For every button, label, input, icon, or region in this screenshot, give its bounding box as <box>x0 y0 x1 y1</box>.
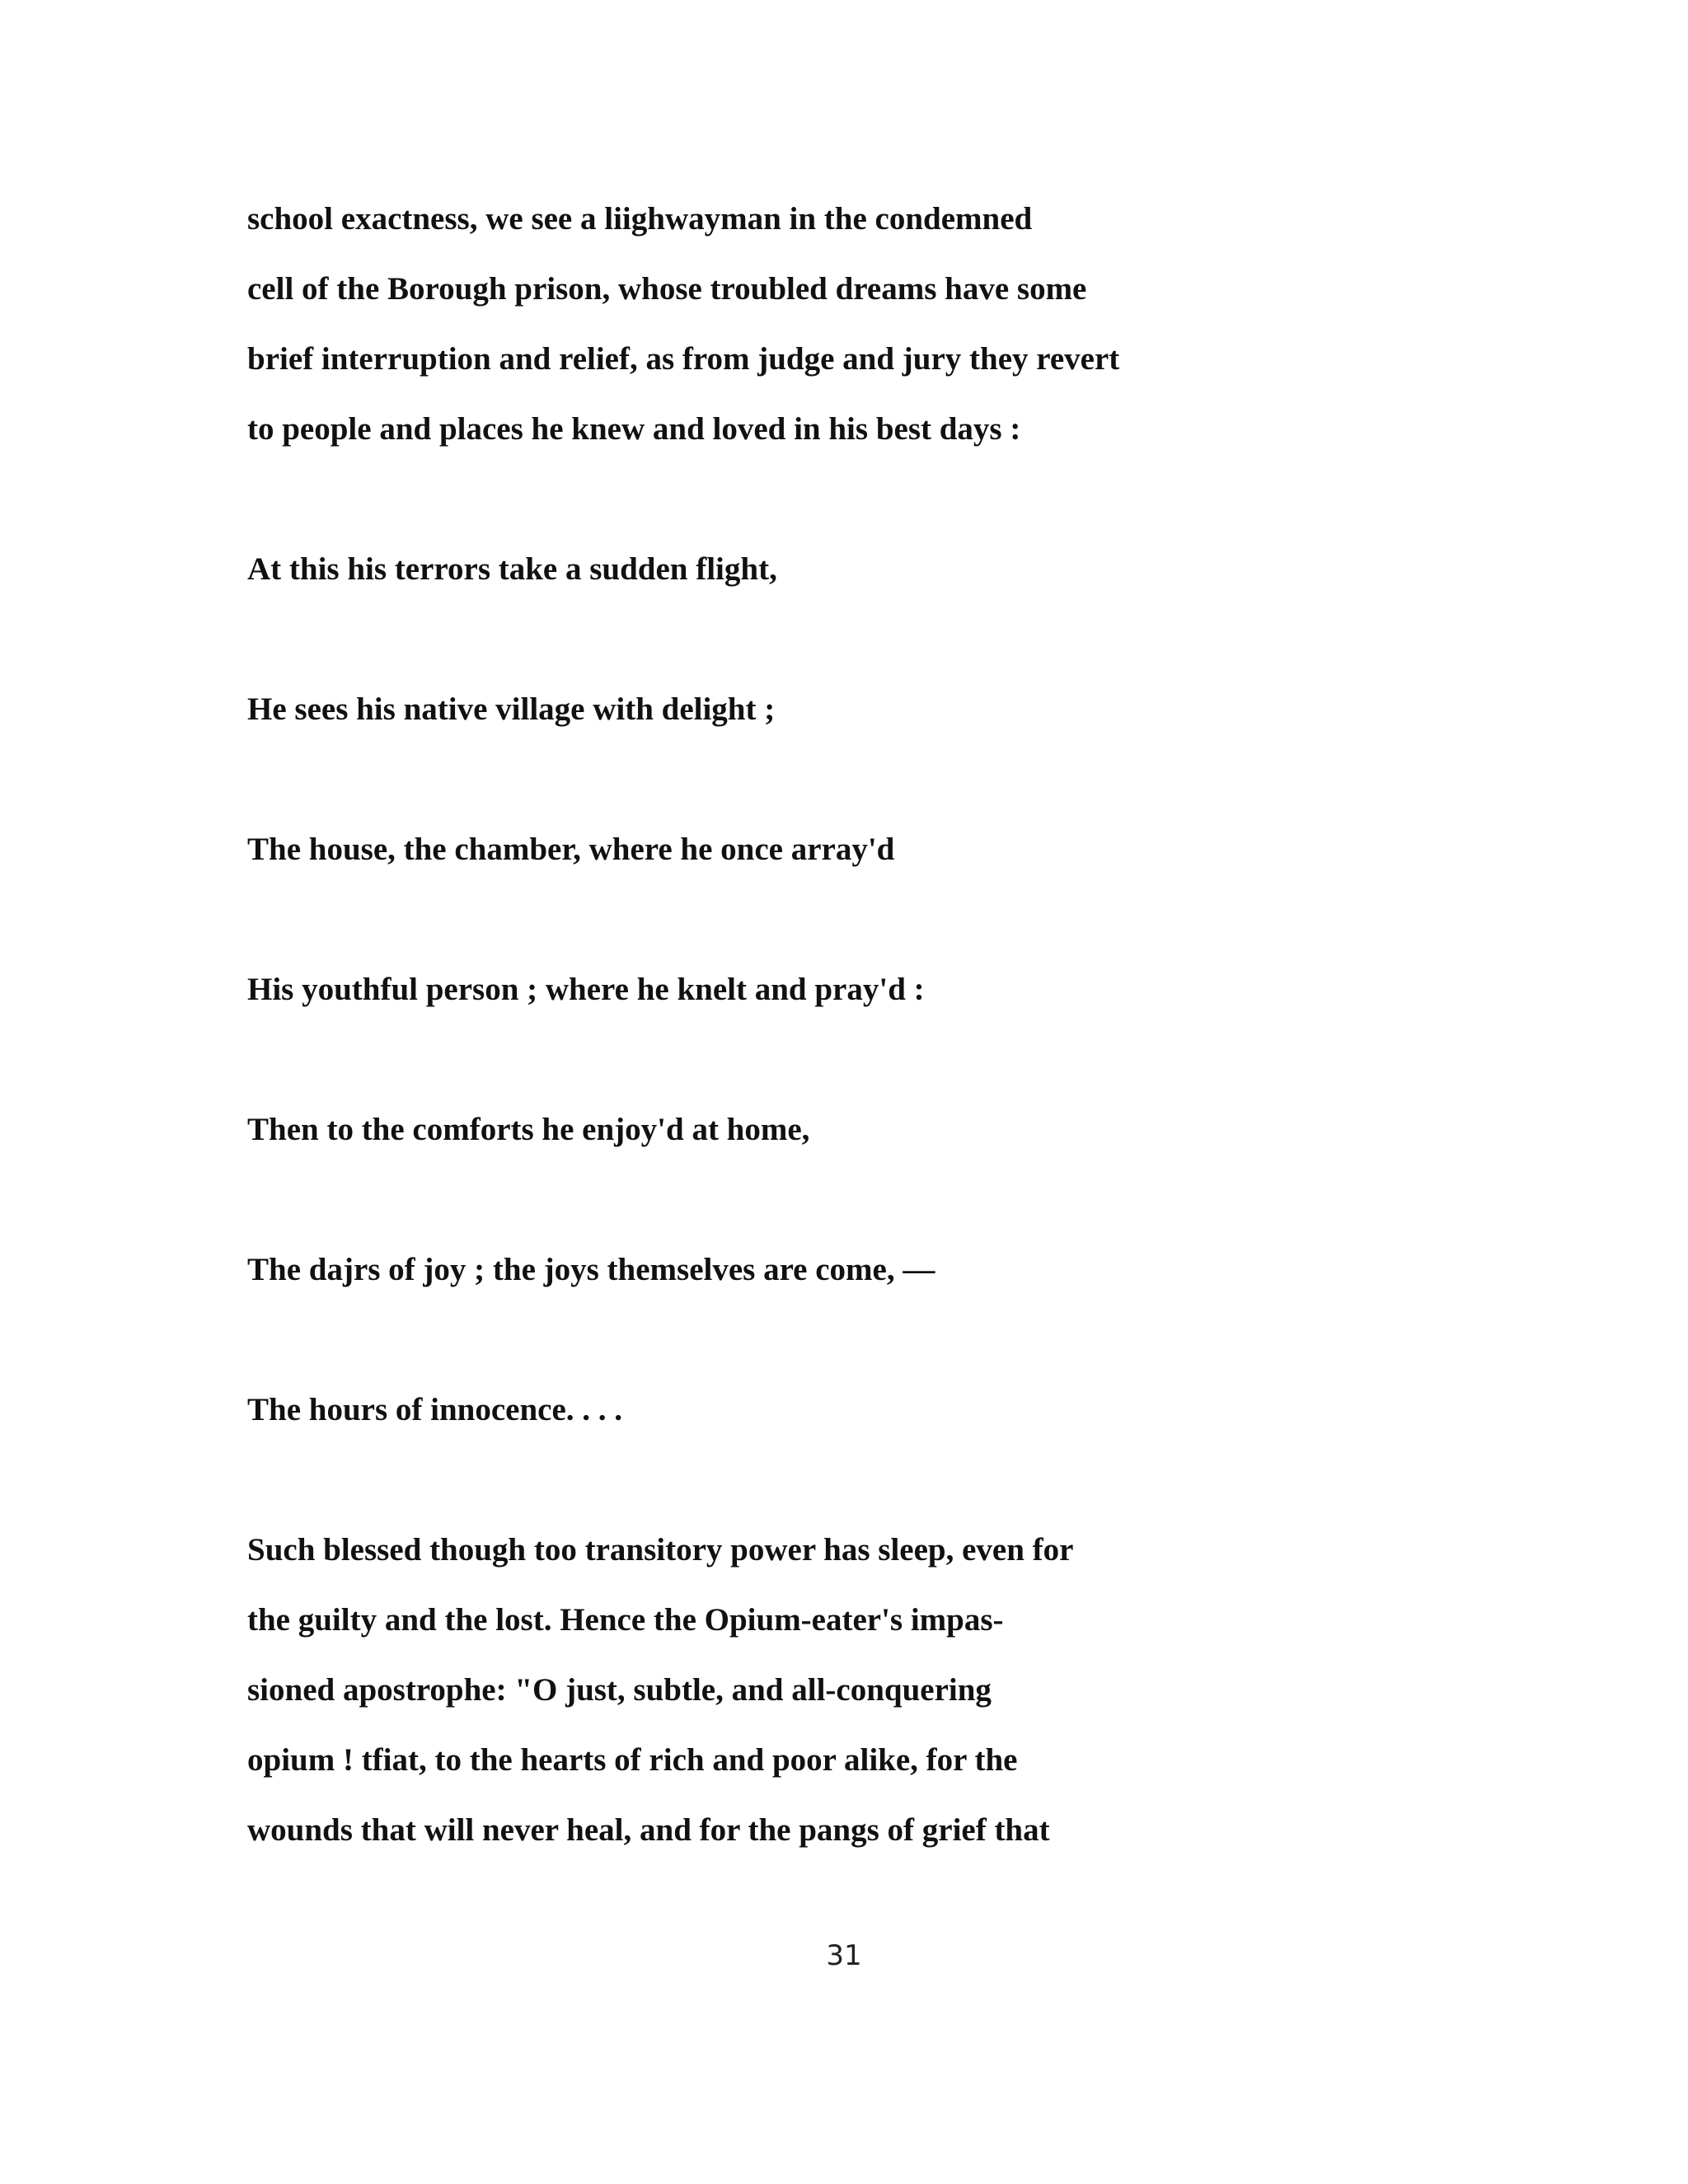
verse-line: The dajrs of joy ; the joys themselves are come, — <box>247 1252 935 1287</box>
text-line: the guilty and the lost. Hence the Opium-eater's impas- <box>247 1602 1004 1638</box>
text-line: school exactness, we see a liighwayman in the condemned <box>247 201 1033 237</box>
text-line: to people and places he knew and loved in his best days : <box>247 411 1021 447</box>
verse-line: The house, the chamber, where he once array'd <box>247 832 895 867</box>
text-line: Such blessed though too transitory power has sleep, even for <box>247 1532 1074 1568</box>
verse-line: He sees his native village with delight ; <box>247 691 776 727</box>
page-number: 31 <box>826 1939 862 1972</box>
verse-line: The hours of innocence. . . . <box>247 1392 623 1427</box>
text-line: opium ! tfiat, to the hearts of rich and poor alike, for the <box>247 1742 1018 1778</box>
verse-line: His youthful person ; where he knelt and pray'd : <box>247 972 925 1007</box>
verse-line: Then to the comforts he enjoy'd at home, <box>247 1112 810 1147</box>
text-line: brief interruption and relief, as from judge and jury they revert <box>247 341 1120 377</box>
text-line: cell of the Borough prison, whose troubled dreams have some <box>247 271 1087 307</box>
verse-line: At this his terrors take a sudden flight, <box>247 551 777 587</box>
text-line: sioned apostrophe: "O just, subtle, and all-conquering <box>247 1672 992 1708</box>
text-line: wounds that will never heal, and for the pangs of grief that <box>247 1812 1050 1848</box>
